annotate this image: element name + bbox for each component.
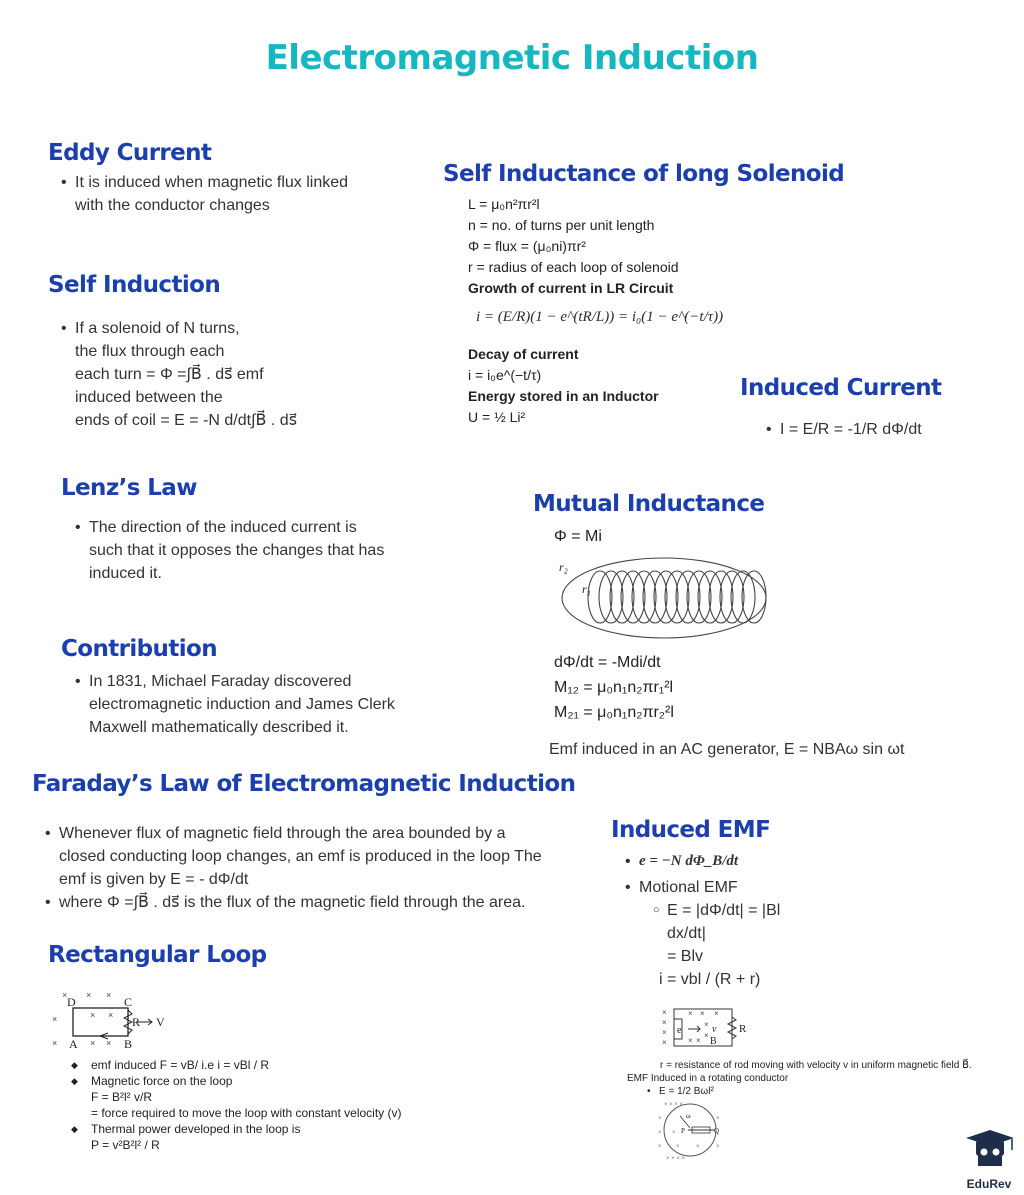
- svg-text:×: ×: [704, 1031, 709, 1040]
- svg-text:×: ×: [658, 1116, 662, 1122]
- solenoid-equations: L = μ₀n²πr²l n = no. of turns per unit length Φ = flux = (μ₀ni)πr² r = radius of each loop of solenoid Growth of current in LR Circuit: [468, 196, 679, 296]
- velocity-V-label: V: [156, 1015, 165, 1029]
- svg-text:×: ×: [662, 1008, 667, 1017]
- solenoid-heading: Self Inductance of long Solenoid: [443, 161, 845, 187]
- contribution-text: • In 1831, Michael Faraday discovered electromagnetic induction and James Clerk Maxwell mathematically described it.: [75, 673, 395, 736]
- rotating-conductor-figure: [656, 1098, 728, 1164]
- loop-rectangle: [73, 1008, 128, 1036]
- svg-text:×: ×: [696, 1036, 701, 1045]
- decay-energy-equations: Decay of current i = i₀e^(−t/τ) Energy stored in an Inductor U = ½ Li²: [468, 346, 659, 425]
- svg-text:×: ×: [52, 1038, 58, 1048]
- svg-text:×: ×: [700, 1009, 705, 1018]
- svg-text:×: ×: [658, 1144, 662, 1150]
- self-induction-heading: Self Induction: [48, 272, 221, 298]
- eddy-current-heading: Eddy Current: [48, 140, 212, 166]
- svg-text:×: ×: [696, 1144, 700, 1150]
- svg-text:×: ×: [662, 1028, 667, 1037]
- rod-v-label: v: [712, 1024, 717, 1035]
- svg-text:×: ×: [90, 1010, 96, 1020]
- svg-text:×: ×: [52, 1014, 58, 1024]
- svg-text:×: ×: [676, 1144, 680, 1150]
- induced-emf-formula: • e = −N dΦ_B/dt: [625, 853, 739, 870]
- motional-emf-item: • Motional EMF: [625, 879, 738, 896]
- edurev-logo-text: EduRev: [966, 1177, 1012, 1191]
- coaxial-solenoid-figure: [556, 555, 778, 645]
- lenz-law-text: • The direction of the induced current is such that it opposes the changes that has induced it.: [75, 519, 385, 582]
- omega-label: ω: [686, 1112, 691, 1120]
- eddy-current-text: • It is induced when magnetic flux linked with the conductor changes: [61, 174, 349, 214]
- svg-text:× × × ×: × × × ×: [664, 1102, 684, 1108]
- svg-text:×: ×: [704, 1020, 709, 1029]
- faraday-law-bullet-2: • where Φ =∫B⃗ . ds⃗ is the flux of the magnetic field through the area.: [45, 894, 526, 911]
- induced-current-heading: Induced Current: [740, 375, 942, 401]
- rectangular-loop-figure: [50, 988, 180, 1050]
- svg-text:×: ×: [662, 1018, 667, 1027]
- growth-equation: i = (E/R)(1 − e^(tR/L)) = i₀(1 − e^(−t/τ)): [476, 309, 724, 325]
- svg-text:×: ×: [688, 1009, 693, 1018]
- rectangular-loop-heading: Rectangular Loop: [48, 942, 267, 968]
- corner-A-label: A: [69, 1037, 78, 1050]
- self-induction-text: • If a solenoid of N turns, the flux through each each turn = Φ =∫B⃗ . ds⃗ emf induced between the ends of coil = E = -N d/dt∫B⃗ . ds⃗: [61, 320, 298, 429]
- rotating-emf-item: • E = 1/2 Bωl²: [647, 1086, 714, 1097]
- svg-text:× × × ×: × × × ×: [666, 1156, 686, 1162]
- edurev-logo: [960, 1128, 1018, 1180]
- induced-emf-heading: Induced EMF: [611, 817, 771, 843]
- resistor-R-label: R: [132, 1015, 141, 1029]
- point-Q-label: Q: [714, 1127, 720, 1135]
- contribution-heading: Contribution: [61, 636, 217, 662]
- point-P-label: P: [681, 1127, 685, 1135]
- mutual-inductance-heading: Mutual Inductance: [533, 491, 765, 517]
- outer-coil-ellipse: [562, 558, 766, 638]
- inner-coil-loops: [588, 571, 766, 623]
- svg-text:×: ×: [716, 1116, 720, 1122]
- svg-text:×: ×: [714, 1009, 719, 1018]
- svg-text:×: ×: [106, 990, 112, 1000]
- induced-current-text: • I = E/R = -1/R dΦ/dt: [766, 421, 922, 438]
- svg-text:×: ×: [662, 1038, 667, 1047]
- svg-text:×: ×: [688, 1036, 693, 1045]
- svg-text:×: ×: [86, 990, 92, 1000]
- rod-resistance-note: r = resistance of rod moving with velocity v in uniform magnetic field B⃗.: [660, 1060, 972, 1071]
- rod-R-label: R: [739, 1023, 747, 1035]
- mutual-eq1: Φ = Mi: [554, 528, 602, 545]
- page-title: Electromagnetic Induction: [265, 38, 759, 78]
- motional-emf-equations: ○ E = |dΦ/dt| = |Bl dx/dt| = Blv i = vbl / (R + r): [653, 902, 781, 988]
- svg-text:×: ×: [716, 1144, 720, 1150]
- corner-D-label: D: [67, 995, 76, 1009]
- rectangular-loop-details: ◆ emf induced F = vB/ i.e i = vBl / R ◆ Magnetic force on the loop F = B²l² v/R = force required to move the loop with constant velocity (v) ◆ Thermal power developed in the loop is P = v²B²l² / R: [71, 1058, 402, 1152]
- mutual-equations: dΦ/dt = -Mdi/dt M₁₂ = μ₀n₁n₂πr₁²l M₂₁ = μ₀n₁n₂πr₂²l: [554, 654, 674, 721]
- faraday-law-bullet-1: • Whenever flux of magnetic field through the area bounded by a closed conducting loop changes, an emf is produced in the loop The emf is given by E = - dΦ/dt: [45, 825, 542, 888]
- corner-C-label: C: [124, 995, 133, 1009]
- lenz-law-heading: Lenz’s Law: [61, 475, 197, 501]
- rod-B-label: B: [710, 1036, 717, 1047]
- svg-text:×: ×: [106, 1038, 112, 1048]
- svg-text:×: ×: [90, 1038, 96, 1048]
- svg-text:×: ×: [108, 1010, 114, 1020]
- svg-text:×: ×: [658, 1130, 662, 1136]
- svg-text:×: ×: [62, 990, 68, 1000]
- ac-generator-text: Emf induced in an AC generator, E = NBAω sin ωt: [549, 741, 905, 758]
- faraday-law-heading: Faraday’s Law of Electromagnetic Induction: [32, 771, 576, 797]
- rod-e-label: e: [677, 1025, 682, 1036]
- rotating-conductor-label: EMF Induced in a rotating conductor: [627, 1073, 789, 1084]
- r2-label: r₂: [559, 560, 568, 574]
- r1-label: r₁: [582, 582, 591, 596]
- svg-text:×: ×: [672, 1130, 676, 1136]
- moving-rod-figure: [660, 1005, 760, 1050]
- corner-B-label: B: [124, 1037, 133, 1050]
